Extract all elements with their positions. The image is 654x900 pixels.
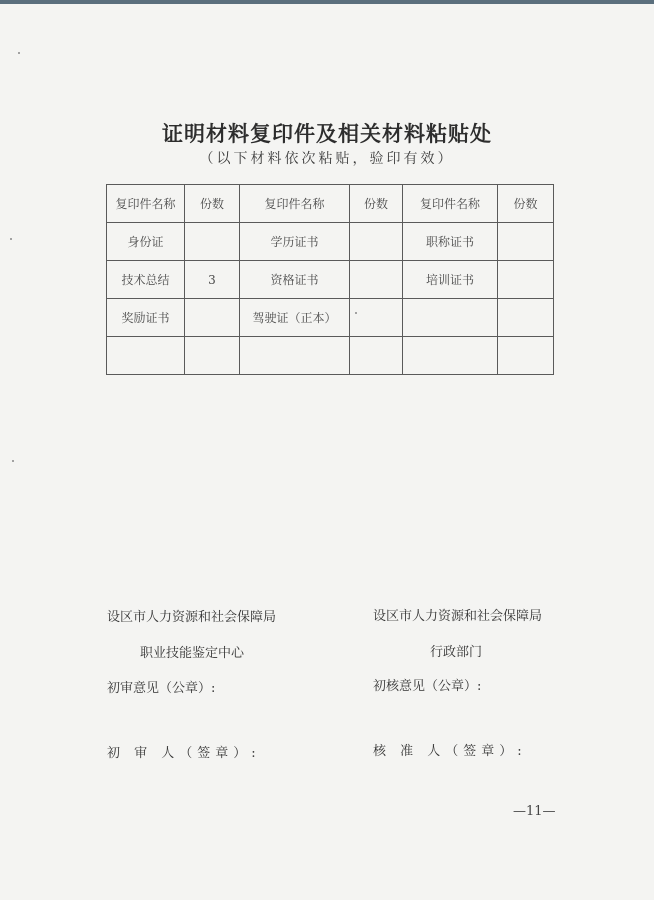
page-number: —11— [513, 804, 556, 819]
right-org-department: 行政部门 [430, 645, 483, 660]
table-cell [350, 261, 403, 299]
table-header-row [107, 185, 554, 223]
table-cell: 技术总结 [107, 261, 185, 299]
table-cell [107, 337, 185, 375]
table-cell: 奖励证书 [107, 299, 185, 337]
scan-speck [10, 238, 12, 240]
table-row [107, 337, 554, 375]
table-cell: 3 [185, 261, 240, 299]
table-row [107, 223, 554, 261]
table-cell [350, 223, 403, 261]
table-cell: 职称证书 [403, 223, 498, 261]
table-header-cell: 复印件名称 [240, 185, 350, 223]
table-cell [350, 337, 403, 375]
table-header-cell: 复印件名称 [107, 185, 185, 223]
table-cell [403, 337, 498, 375]
table-cell: 学历证书 [240, 223, 350, 261]
left-org-department: 职业技能鉴定中心 [140, 646, 245, 661]
table-header-cell: 份数 [498, 185, 554, 223]
materials-table [106, 184, 554, 375]
left-org-name: 设区市人力资源和社会保障局 [107, 610, 277, 625]
table-cell [185, 299, 240, 337]
table-cell [185, 223, 240, 261]
table-cell: 培训证书 [403, 261, 498, 299]
table-cell [498, 223, 554, 261]
table-cell [498, 299, 554, 337]
table-cell [350, 299, 403, 337]
left-signer-label: 初 审 人（签章）: [107, 746, 261, 761]
scan-top-edge [0, 0, 654, 4]
table-row [107, 299, 554, 337]
right-opinion-label: 初核意见（公章）: [373, 679, 482, 694]
table-header-cell: 份数 [350, 185, 403, 223]
table-cell: 资格证书 [240, 261, 350, 299]
scan-speck [18, 52, 20, 54]
left-opinion-label: 初审意见（公章）: [107, 681, 216, 696]
table-cell [498, 337, 554, 375]
table-cell [403, 299, 498, 337]
table-cell: 身份证 [107, 223, 185, 261]
right-signer-label: 核 准 人（签章）: [373, 744, 527, 759]
table-header-cell: 复印件名称 [403, 185, 498, 223]
table-cell [240, 337, 350, 375]
scan-speck [12, 460, 14, 462]
table-cell: 驾驶证（正本） [240, 299, 350, 337]
table-cell [185, 337, 240, 375]
right-org-name: 设区市人力资源和社会保障局 [373, 609, 543, 624]
table-cell [498, 261, 554, 299]
table-header-cell: 份数 [185, 185, 240, 223]
document-title: 证明材料复印件及相关材料粘贴处 [162, 121, 492, 146]
table-row [107, 261, 554, 299]
document-subtitle: （以下材料依次粘贴，验印有效） [199, 151, 455, 167]
